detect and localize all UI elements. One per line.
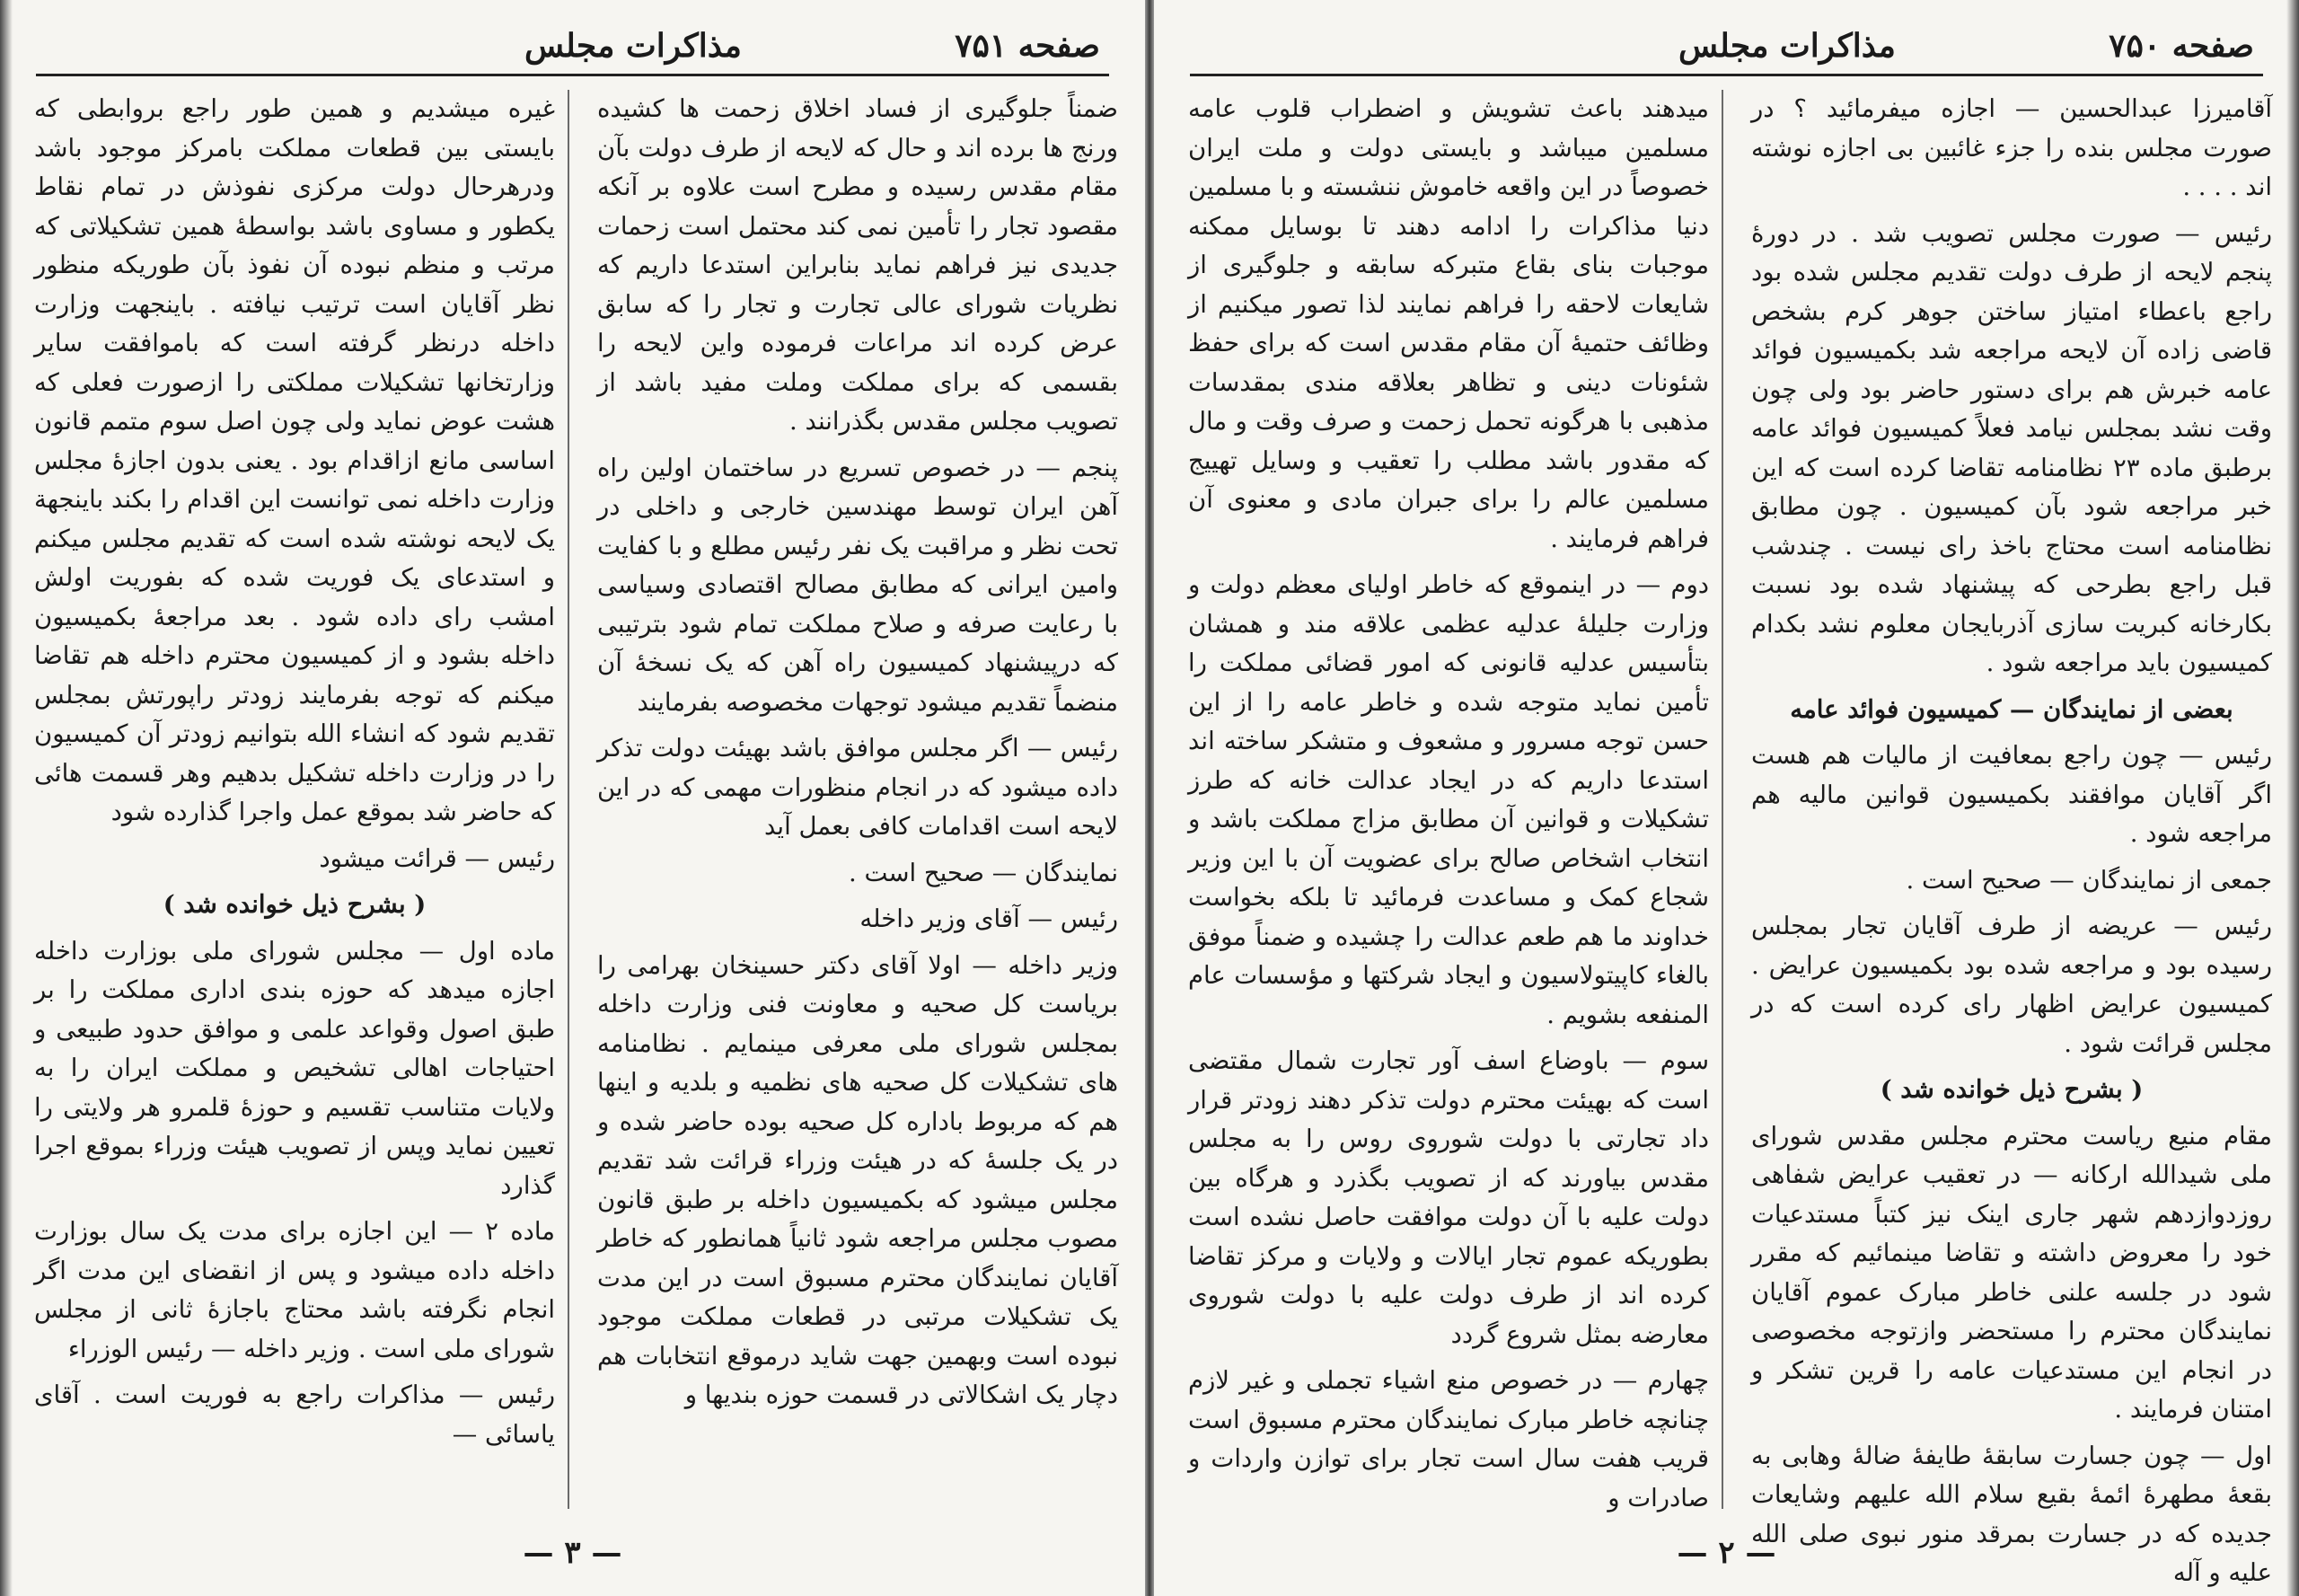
- text-column-right: [1751, 90, 2273, 1587]
- paragraph: رئیس — چون راجع بمعافیت از مالیات هم هست اگر آقایان موافقند بکمیسیون قوانین مالیه هم مراجعه شود .: [1751, 741, 2272, 848]
- page-751: [0, 0, 1145, 1596]
- folio-number: — ۲ —: [1677, 1535, 1776, 1571]
- paragraph: وزیر داخله — اولا آقای دکتر حسینخان بهرامی را بریاست کل صحیه و معاونت فنی وزارت داخله بمجلس شورای ملی معرفی مینمایم . نظامنامه های تشکیلات کل صحیه های نظمیه و بلدیه و اینها هم که مربوط باداره کل صحیه بوده حاضر شده و در یک جلسهٔ که در هیئت وزراء قرائت شد تقدیم مجلس میشود که بکمیسیون داخله بر طبق قانون مصوب مجلس مراجعه شود ثانیاً همانطور که خاطر آقایان نمایندگان محترم مسبوق است در این مدت یک تشکیلات مرتبی در قطعات مملکت موجود نبوده است وبهمین جهت شاید درموقع انتخابات هم دچار یک اشکالاتی در قسمت حوزه بندیها و: [597, 950, 1118, 1409]
- paragraph: رئیس — اگر مجلس موافق باشد بهیئت دولت تذکر داده میشود که در انجام منظورات مهمی که در این لایحه است اقدامات کافی بعمل آید: [597, 734, 1118, 841]
- paragraph: سوم — باوضاع اسف آور تجارت شمال مقتضی است که بهیئت محترم دولت تذکر دهند زودتر قرار داد تجارتی با دولت شوروی روس را به مجلس مقدس بیاورند که از تصویب بگذرد و هرگاه بین دولت علیه با آن دولت موافقت حاصل نشده است بطوریکه عموم تجار ایالات و ولایات و مرکز تقاضا کرده اند از طرف دولت علیه با دولت شوروی معارضه بمثل شروع گردد: [1188, 1046, 1709, 1349]
- paragraph: آقامیرزا عبدالحسین — اجازه میفرمائید ؟ در صورت مجلس بنده را جزء غائبین بی اجازه نوشته اند . . . .: [1751, 94, 2272, 201]
- folio-number: — ۳ —: [523, 1535, 622, 1571]
- column-divider: [1722, 90, 1723, 1509]
- text-column-left: [34, 90, 555, 1518]
- text-column-left: [1188, 90, 1709, 1518]
- page-number-label: صفحه ۷۵۰: [2109, 27, 2254, 65]
- paragraph: نمایندگان — صحیح است .: [848, 858, 1118, 887]
- page-edge-shadow: [0, 0, 13, 1596]
- page-750: [1154, 0, 2299, 1596]
- paragraph: پنجم — در خصوص تسریع در ساختمان اولین راه آهن ایران توسط مهندسین خارجی و داخلی در تحت نظر و مراقبت یک نفر رئیس مطلع و با کفایت وامین ایرانی که مطابق مصالح اقتصادی وسیاسی با رعایت صرفه و صلاح مملکت تمام شود بترتیبی که درپیشنهاد کمیسیون راه آهن که یک نسخهٔ آن منضماً تقدیم میشود توجهات مخصوصه بفرمایند: [597, 453, 1118, 717]
- column-divider: [568, 90, 569, 1509]
- paragraph: اول — چون جسارت سابقهٔ طایفهٔ ضالهٔ وهابی به بقعهٔ مطهرهٔ ائمهٔ بقیع سلام الله علیهم وشایعات جدیده که در جسارت بمرقد منور نبوی صلی الله علیه و آله: [1751, 1441, 2272, 1587]
- paragraph: رئیس — آقای وزیر داخله: [859, 904, 1118, 933]
- read-note: ( بشرح ذیل خوانده شد ): [163, 890, 427, 919]
- paragraph: مقام منیع ریاست محترم مجلس مقدس شورای ملی شیدالله ارکانه — در تعقیب عرایض شفاهی روزدوازدهم شهر جاری اینک نیز کتباً مستدعیات خود را معروض داشته و تقاضا مینمائیم که مقرر شود در جلسه علنی خاطر مبارک عموم آقایان نمایندگان محترم را مستحضر وازتوجه مخصوصی در انجام این مستدعیات عامه را قرین تشکر و امتنان فرمایند .: [1751, 1121, 2272, 1424]
- paragraph: ماده اول — مجلس شورای ملی بوزارت داخله اجازه میدهد که حوزه بندی اداری مملکت را بر طبق اصول وقواعد علمی و موافق حدود طبیعی و احتیاجات اهالی تشخیص و مملکت ایران را به ولایات متناسب تقسیم و حوزهٔ قلمرو هر ولایتی را تعیین نماید وپس از تصویب هیئت وزراء بموقع اجرا گذارد: [34, 936, 555, 1200]
- read-note: ( بشرح ذیل خوانده شد ): [1880, 1075, 2144, 1104]
- paragraph: ماده ۲ — این اجازه برای مدت یک سال بوزارت داخله داده میشود و پس از انقضای این مدت اگر انجام نگرفته باشد محتاج باجازهٔ ثانی از مجلس شورای ملی است . وزیر داخله — رئیس الوزراء: [34, 1217, 555, 1363]
- paragraph: جمعی از نمایندگان — صحیح است .: [1906, 865, 2272, 895]
- book-gutter: [1145, 0, 1154, 1596]
- text-column-right: [597, 90, 1118, 1518]
- page-header: [36, 20, 1109, 76]
- paragraph: رئیس — عریضه از طرف آقایان تجار بمجلس رسیده بود و مراجعه شده بود بکمیسیون عرایض . کمیسیون عرایض اظهار رای کرده است که در مجلس قرائت شود .: [1751, 912, 2272, 1058]
- page-number-label: صفحه ۷۵۱: [955, 27, 1100, 65]
- paragraph: رئیس — قرائت میشود: [319, 843, 555, 873]
- page-header: [1190, 20, 2263, 76]
- paragraph: چهارم — در خصوص منع اشیاء تجملی و غیر لازم چنانچه خاطر مبارک نمایندگان محترم مسبوق است قریب هفت سال است تجار برای توازن واردات و صادرات و: [1188, 1366, 1709, 1512]
- running-title: مذاکرات مجلس: [1678, 27, 1896, 65]
- paragraph: رئیس — صورت مجلس تصویب شد . در دورهٔ پنجم لایحه از طرف دولت تقدیم مجلس شده بود راجع باعطاء امتیاز ساختن جوهر کرم بشخص قاضی زاده آن لایحه مراجعه شد بکمیسیون فوائد عامه خبرش هم برای دستور حاضر بود ولی چون وقت نشد بمجلس نیامد فعلاً کمیسیون فوائد عامه برطبق ماده ۲۳ نظامنامه تقاضا کرده است که این خبر مراجعه شود بآن کمیسیون . چون مطابق نظامنامه است محتاج باخذ رای نیست . چندشب قبل راجع بطرحی که پیشنهاد شده بود نسبت بکارخانه کبریت سازی آذربایجان معلوم نشد بکدام کمیسیون باید مراجعه شود .: [1751, 218, 2273, 677]
- paragraph: رئیس — مذاکرات راجع به فوریت است . آقای یاسائی —: [34, 1380, 555, 1449]
- paragraph: میدهند باعث تشویش و اضطراب قلوب عامه مسلمین میباشد و بایستی دولت و ملت ایران خصوصاً در این واقعه خاموش ننشسته و با مسلمین دنیا مذاکرات را ادامه دهند تا بوسایل ممکنه موجبات بنای بقاع متبرکه سابقه و جلوگیری از شایعات لاحقه را فراهم نمایند لذا تصور میکنیم از وظائف حتمیهٔ آن مقام مقدس است که برای حفظ شئونات دینی و تظاهر بعلاقه مندی بمقدسات مذهبی با هرگونه تحمل زحمت و صرف وقت و مال که مقدور باشد مطلب را تعقیب و وسایل تهییج مسلمین عالم را برای جبران مادی و معنوی آن فراهم فرمایند .: [1188, 94, 1709, 553]
- paragraph: بعضی از نمایندگان — کمیسیون فوائد عامه: [1790, 694, 2233, 724]
- running-title: مذاکرات مجلس: [524, 27, 742, 65]
- paragraph: دوم — در اینموقع که خاطر اولیای معظم دولت و وزارت جلیلهٔ عدلیه عظمی علاقه مند و همشان بتأسیس عدلیه قانونی که امور قضائی مملکت را تأمین نماید متوجه شده و خاطر عامه را از این حسن توجه مسرور و مشعوف و متشکر ساخته اند استدعا داریم که در ایجاد عدالت خانه که طرز تشکیلات و قوانین آن مطابق مزاج مملکت باشد و انتخاب اشخاص صالح برای عضویت آن با این وزیر شجاع کمک و مساعدت فرمائید تا بلکه بخواست خداوند ما هم طعم عدالت را چشیده و ضمناً موفق بالغاء کاپیتولاسیون و ایجاد شرکتها و مؤسسات عام المنفعه بشویم .: [1188, 570, 1709, 1029]
- page-edge-shadow: [2286, 0, 2299, 1596]
- paragraph: ضمناً جلوگیری از فساد اخلاق زحمت ها کشیده ورنج ها برده اند و حال که لایحه از طرف دولت بآن مقام مقدس رسیده و مطرح است علاوه بر آنکه مقصود تجار را تأمین نمی کند محتمل است زحمات جدیدی نیز فراهم نماید بنابراین استدعا داریم که نظریات شورای عالی تجارت و تجار را که سابق عرض کرده اند مراعات فرموده واین لایحه را بقسمی که برای مملکت وملت مفید باشد از تصویب مجلس مقدس بگذرانند .: [597, 94, 1118, 436]
- paragraph: غیره میشدیم و همین طور راجع بروابطی که بایستی بین قطعات مملکت بامرکز موجود باشد ودرهرحال دولت مرکزی نفوذش در تمام نقاط یکطور و مساوی باشد بواسطهٔ همین تشکیلاتی که مرتب و منظم نبوده آن نفوذ بآن طوریکه منظور نظر آقایان است ترتیب نیافته . باینجهت وزارت داخله درنظر گرفته است که باموافقت سایر وزارتخانها تشکیلات مملکتی را ازصورت فعلی که هشت عوض نماید ولی چون اصل سوم متمم قانون اساسی مانع ازاقدام بود . یعنی بدون اجازهٔ مجلس وزارت داخله نمی توانست این اقدام را بکند باینجهة یک لایحه نوشته شده است که تقدیم مجلس میکنم و استدعای یک فوریت شده که بفوریت اولش امشب رای داده شود . بعد مراجعهٔ بکمیسیون داخله بشود و از کمیسیون محترم داخله هم تقاضا میکنم که توجه بفرمایند زودتر راپورتش بمجلس تقدیم شود که انشاء الله بتوانیم زودتر آن کمیسیون را در وزارت داخله تشکیل بدهیم وهر قسمت هائی که حاضر شد بموقع عمل واجرا گذارده شود: [34, 94, 555, 826]
